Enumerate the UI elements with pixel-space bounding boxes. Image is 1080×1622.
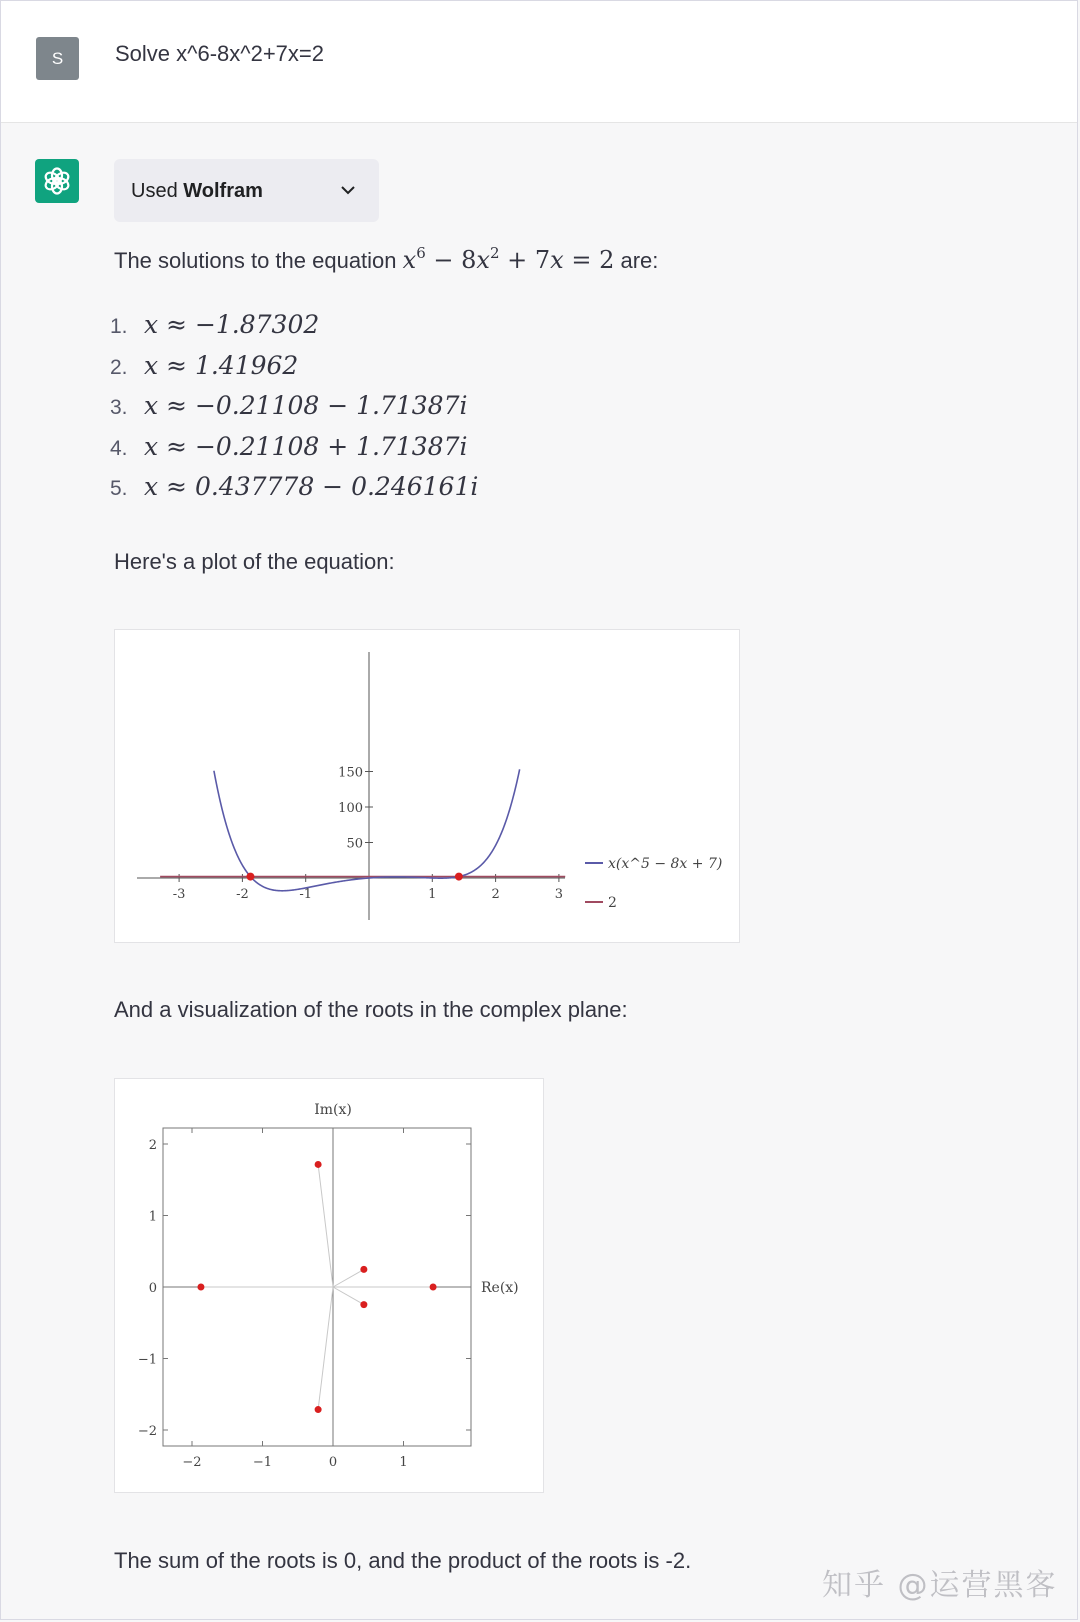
- solution-item: [110, 391, 478, 432]
- x-tick-label: 2: [491, 887, 500, 902]
- root-spoke: [318, 1287, 333, 1410]
- solution-item: [110, 351, 478, 392]
- x-tick-label: -3: [172, 887, 186, 902]
- solution-value: x ≈ −0.21108 + 1.71387i: [144, 431, 468, 461]
- solution-value: x ≈ −0.21108 − 1.71387i: [144, 391, 468, 420]
- tool-chip-label: Used Wolfram: [131, 180, 263, 202]
- x-tick-label: −1: [252, 1455, 273, 1470]
- used-wolfram-dropdown[interactable]: [114, 159, 379, 222]
- solution-item: [110, 472, 478, 513]
- conclusion: The sum of the roots is 0, and the product of the roots is -2.: [114, 1548, 692, 1573]
- complex-plane-svg: [115, 1079, 543, 1492]
- root-spoke: [318, 1164, 333, 1287]
- root-point: [360, 1266, 367, 1273]
- equation-math: $x^6 - 8x^2 + 7x = 2$: [402, 244, 615, 274]
- user-message-row: [1, 1, 1077, 123]
- complex-plane-plot: [114, 1078, 544, 1493]
- series-line-function: [214, 769, 520, 890]
- root-point: [430, 1284, 437, 1291]
- solution-number: 2.: [110, 355, 128, 379]
- plot-intro: Here's a plot of the equation:: [114, 549, 395, 574]
- x-tick-label: -1: [299, 887, 313, 902]
- solutions-list: [110, 310, 478, 513]
- y-tick-label: 50: [346, 836, 363, 852]
- function-plot: [114, 629, 740, 943]
- solution-value: x ≈ −1.87302: [144, 310, 320, 339]
- intersection-point: [246, 873, 254, 881]
- legend-label-function: x(x^5 − 8x + 7): [608, 856, 723, 872]
- real-axis-label: Re(x): [481, 1280, 519, 1296]
- intersection-point: [455, 873, 463, 881]
- solution-item: [110, 432, 478, 473]
- solution-item: [110, 310, 478, 351]
- complex-intro: And a visualization of the roots in the complex plane:: [114, 997, 628, 1022]
- y-tick-label: 100: [338, 801, 363, 816]
- solution-value: x ≈ 1.41962: [144, 350, 299, 380]
- y-tick-label: −2: [137, 1424, 157, 1439]
- y-tick-label: 1: [148, 1209, 157, 1225]
- x-tick-label: -2: [236, 887, 249, 902]
- x-tick-label: 3: [554, 887, 564, 902]
- watermark: 知乎 @运营黑客: [822, 1568, 1058, 1603]
- x-tick-label: −2: [182, 1455, 202, 1470]
- root-point: [360, 1301, 367, 1308]
- imag-axis-label: Im(x): [314, 1102, 352, 1118]
- chatgpt-logo-icon: [35, 159, 79, 203]
- root-spoke: [333, 1269, 364, 1287]
- solution-number: 1.: [110, 315, 128, 338]
- function-plot-svg: [115, 630, 739, 942]
- user-message: Solve x^6-8x^2+7x=2: [115, 41, 324, 66]
- root-point: [315, 1161, 322, 1168]
- x-tick-label: 1: [399, 1455, 408, 1470]
- solution-number: 3.: [110, 396, 128, 419]
- solutions-intro: The solutions to the equation $x^6 - 8x^2 + 7x = 2$ are:: [114, 244, 659, 274]
- root-point: [197, 1284, 204, 1291]
- y-tick-label: 150: [338, 765, 363, 781]
- solution-number: 4.: [110, 436, 128, 460]
- legend-label-constant: 2: [608, 895, 617, 911]
- solution-number: 5.: [110, 477, 128, 500]
- root-spoke: [333, 1287, 364, 1305]
- y-tick-label: −1: [137, 1352, 157, 1368]
- user-avatar: S: [36, 37, 79, 80]
- x-tick-label: 1: [428, 887, 437, 902]
- root-point: [315, 1406, 322, 1413]
- y-tick-label: 2: [148, 1138, 157, 1153]
- chevron-down-icon: [340, 183, 356, 197]
- y-tick-label: 0: [148, 1281, 157, 1296]
- x-tick-label: 0: [328, 1455, 338, 1470]
- solution-value: x ≈ 0.437778 − 0.246161i: [144, 472, 479, 501]
